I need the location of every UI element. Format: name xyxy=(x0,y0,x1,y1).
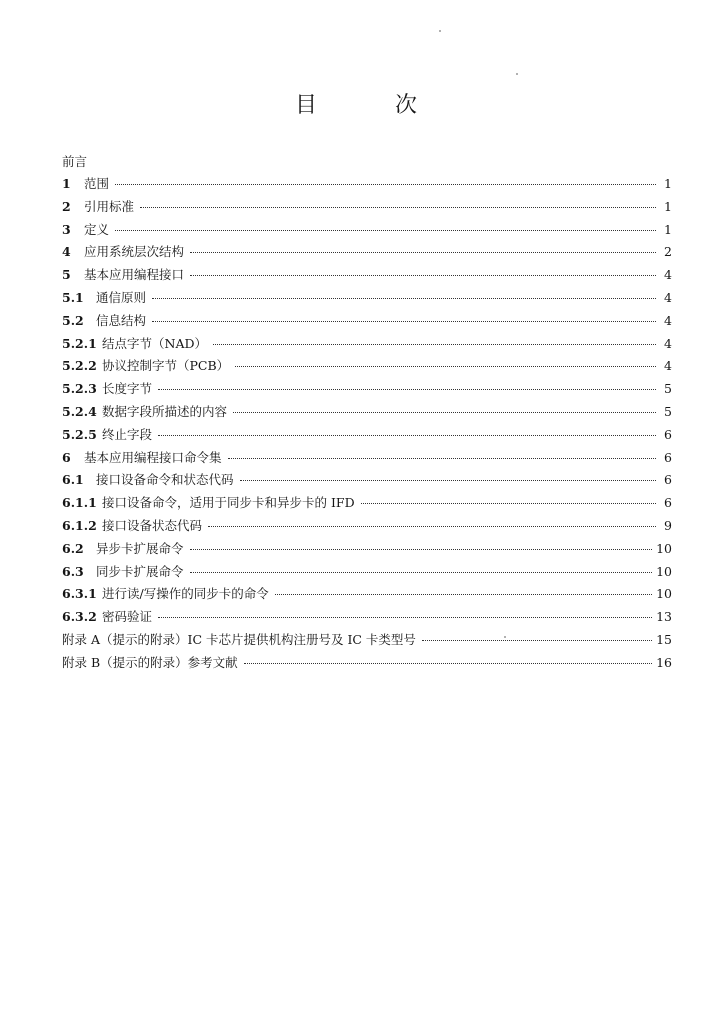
toc-entry-page: 4 xyxy=(664,335,672,351)
toc-entry-title: 基本应用编程接口命令集 xyxy=(84,449,222,465)
toc-entry xyxy=(62,629,672,652)
toc-entry xyxy=(62,469,672,492)
page-title xyxy=(0,88,712,119)
toc-entry xyxy=(62,652,672,675)
toc-entry-number: 4 xyxy=(62,244,71,260)
toc-leader-dots xyxy=(422,640,652,641)
toc-entry xyxy=(62,219,672,242)
toc-entry-number: 5.1 xyxy=(62,289,84,305)
toc-entry-title: 协议控制字节（PCB） xyxy=(102,358,230,374)
toc-entry xyxy=(62,287,672,310)
toc-entry-number: 5.2 xyxy=(62,312,84,328)
toc-entry-number: 6.3.2 xyxy=(62,609,97,625)
toc-entry xyxy=(62,538,672,561)
toc-entry-page: 6 xyxy=(664,449,672,465)
toc-entry-title: 附录 B（提示的附录）参考文献 xyxy=(62,654,238,670)
toc-leader-dots xyxy=(190,275,656,276)
toc-entry xyxy=(62,378,672,401)
toc-leader-dots xyxy=(190,572,653,573)
toc-entry xyxy=(62,515,672,538)
toc-entry-title: 接口设备状态代码 xyxy=(102,517,203,533)
toc-entry-title: 终止字段 xyxy=(102,426,153,442)
toc-leader-dots xyxy=(158,617,652,618)
toc-entry-page: 4 xyxy=(664,289,672,305)
toc-entry-number: 6.3.1 xyxy=(62,586,97,602)
toc-leader-dots xyxy=(115,230,656,231)
toc-entry xyxy=(62,310,672,333)
toc-entry-page: 2 xyxy=(664,244,672,260)
toc-leader-dots xyxy=(190,549,653,550)
toc-entry xyxy=(62,333,672,356)
toc-entry-title: 应用系统层次结构 xyxy=(84,244,185,260)
toc-entry xyxy=(62,447,672,470)
toc-entry-title: 定义 xyxy=(84,221,110,237)
toc-entry-page: 1 xyxy=(664,176,672,191)
toc-entry-page: 4 xyxy=(664,267,672,283)
toc-entry-number: 6.3 xyxy=(62,563,84,579)
scan-speck xyxy=(439,30,441,32)
toc-entry-page: 1 xyxy=(664,198,672,214)
toc-entry-page: 6 xyxy=(664,426,672,442)
toc-entry xyxy=(62,583,672,606)
toc-entry-page: 10 xyxy=(656,563,672,579)
toc-entry-number: 3 xyxy=(62,221,71,237)
toc-leader-dots xyxy=(208,526,656,527)
toc-entry-title: 异步卡扩展命令 xyxy=(96,540,184,556)
toc-entry-page: 4 xyxy=(664,312,672,328)
toc-entry-title: 信息结构 xyxy=(96,312,147,328)
toc-leader-dots xyxy=(240,480,656,481)
toc-entry xyxy=(62,401,672,424)
title-char-1: 目 xyxy=(294,93,317,118)
toc-entry-page: 10 xyxy=(656,586,672,602)
toc-entry xyxy=(62,355,672,378)
toc-leader-dots xyxy=(228,458,656,459)
toc-entry xyxy=(62,492,672,515)
toc-entry xyxy=(62,241,672,264)
toc-entry xyxy=(62,424,672,447)
toc-leader-dots xyxy=(158,389,656,390)
toc-leader-dots xyxy=(235,366,656,367)
toc-entry-number: 6.1.2 xyxy=(62,517,97,533)
toc-entry xyxy=(62,606,672,629)
toc-entry-title: 结点字节（NAD） xyxy=(102,335,207,351)
toc-entry-title: 同步卡扩展命令 xyxy=(96,563,184,579)
toc-entry-number: 1 xyxy=(62,176,71,191)
toc-entry-page: 5 xyxy=(664,403,672,419)
toc-leader-dots xyxy=(213,344,656,345)
toc-entry-title: 密码验证 xyxy=(102,609,153,625)
toc-entry-number: 5.2.1 xyxy=(62,335,97,351)
toc-entry-page: 1 xyxy=(664,221,672,237)
toc-entry-title: 附录 A（提示的附录）IC 卡芯片提供机构注册号及 IC 卡类型号 xyxy=(62,631,416,647)
toc-entry-title: 接口设备命令，适用于同步卡和异步卡的 IFD xyxy=(102,495,355,511)
toc-entry-page: 5 xyxy=(664,381,672,397)
toc-entry-title: 数据字段所描述的内容 xyxy=(102,403,228,419)
toc-entry-page: 6 xyxy=(664,495,672,511)
toc-entry xyxy=(62,173,672,196)
toc-leader-dots xyxy=(244,663,652,664)
toc-entry-title: 通信原则 xyxy=(96,289,147,305)
toc-entry-number: 2 xyxy=(62,198,71,214)
toc-entry-number: 6 xyxy=(62,449,71,465)
toc-entry-title: 基本应用编程接口 xyxy=(84,267,185,283)
toc-entry-page: 10 xyxy=(656,540,672,556)
toc-leader-dots xyxy=(158,435,656,436)
toc-leader-dots xyxy=(190,252,656,253)
toc-entry-page: 13 xyxy=(656,609,672,625)
scan-speck xyxy=(516,73,518,75)
toc-heading: 前言 xyxy=(62,154,88,169)
toc-entry-number: 5.2.2 xyxy=(62,358,97,374)
toc-entry-page: 16 xyxy=(656,654,672,670)
toc-entries xyxy=(62,173,672,675)
toc-entry-number: 6.1 xyxy=(62,472,84,488)
toc-entry-page: 6 xyxy=(664,472,672,488)
toc-leader-dots xyxy=(140,207,656,208)
toc-entry xyxy=(62,264,672,287)
toc-entry-page: 15 xyxy=(656,631,672,647)
toc-entry-number: 6.1.1 xyxy=(62,495,97,511)
toc-leader-dots xyxy=(233,412,656,413)
toc-entry-page: 4 xyxy=(664,358,672,374)
table-of-contents xyxy=(62,151,672,675)
toc-leader-dots xyxy=(152,321,656,322)
toc-entry-number: 5.2.4 xyxy=(62,403,97,419)
toc-entry-number: 5 xyxy=(62,267,71,283)
toc-entry xyxy=(62,561,672,584)
toc-leader-dots xyxy=(152,298,656,299)
toc-entry-title: 引用标准 xyxy=(84,198,135,214)
toc-entry-title: 接口设备命令和状态代码 xyxy=(96,472,234,488)
title-char-2: 次 xyxy=(395,93,418,118)
toc-entry-title: 长度字节 xyxy=(102,381,153,397)
toc-leader-dots xyxy=(115,184,656,185)
toc-entry xyxy=(62,196,672,219)
toc-entry-number: 5.2.3 xyxy=(62,381,97,397)
toc-leader-dots xyxy=(275,594,652,595)
toc-leader-dots xyxy=(361,503,656,504)
scan-speck xyxy=(504,636,506,638)
toc-entry-page: 9 xyxy=(664,517,672,533)
toc-entry-number: 5.2.5 xyxy=(62,426,97,442)
toc-entry-number: 6.2 xyxy=(62,540,84,556)
toc-entry-title: 范围 xyxy=(84,176,110,191)
toc-entry-title: 进行读/写操作的同步卡的命令 xyxy=(102,586,269,602)
